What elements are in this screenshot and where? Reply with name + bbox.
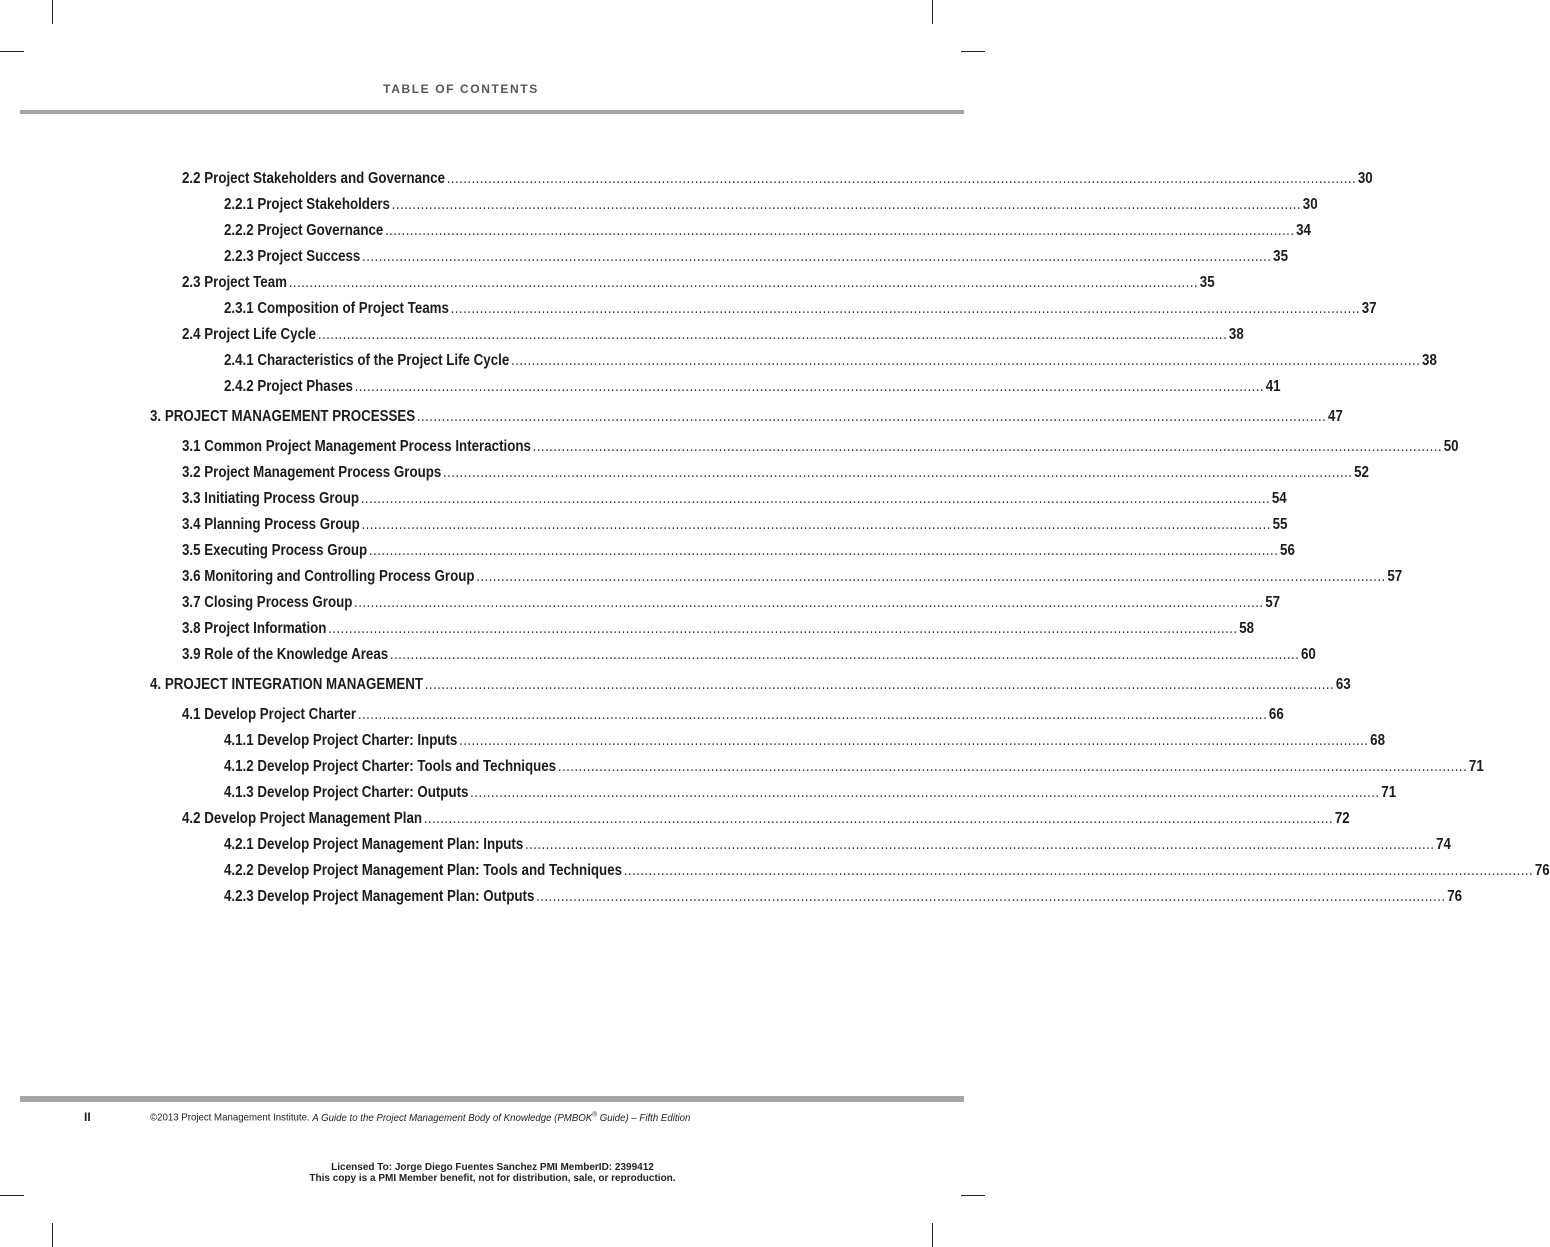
toc-entry-title: 2.4.2 Project Phases [224,378,353,395]
dot-leader: ............................................................................................................................................................................................................................ [389,646,1300,663]
toc-entry[interactable] [224,756,1484,778]
toc-entry-title: 3.6 Monitoring and Controlling Process Group [182,568,475,585]
dot-leader: ............................................................................................................................................................................................................................ [532,438,1443,455]
dot-leader: ............................................................................................................................................................................................................................ [459,732,1369,749]
toc-entry-page: 58 [1239,620,1255,637]
toc-entry-title: 3.2 Project Management Process Groups [182,464,442,481]
toc-entry-title: 2.2.3 Project Success [224,248,361,265]
dot-leader: ............................................................................................................................................................................................................................ [362,248,1272,265]
toc-entry-page: 38 [1422,352,1437,369]
dot-leader: ............................................................................................................................................................................................................................ [354,378,1265,395]
dot-leader: ............................................................................................................................................................................................................................ [317,326,1228,343]
dot-leader: ............................................................................................................................................................................................................................ [416,408,1327,425]
dot-leader: ............................................................................................................................................................................................................................ [288,274,1199,291]
toc-entry-title: 3.5 Executing Process Group [182,542,368,559]
toc-entry-title: 4. PROJECT INTEGRATION MANAGEMENT [150,676,424,693]
toc-entry-title: 4.1.1 Develop Project Charter: Inputs [224,732,458,749]
dot-leader: ............................................................................................................................................................................................................................ [385,222,1295,239]
toc-entry-title: 4.2.3 Develop Project Management Plan: Outputs [224,888,535,905]
toc-entry[interactable] [224,246,1289,268]
toc-entry-page: 71 [1468,758,1484,775]
toc-entry[interactable] [150,674,1351,696]
toc-entry-page: 76 [1447,888,1463,905]
dot-leader: ............................................................................................................................................................................................................................ [391,196,1302,213]
toc-entry-title: 2.3 Project Team [182,274,287,291]
toc-entry-title: 3.1 Common Project Management Process Interactions [182,438,531,455]
toc-entry-page: 34 [1296,222,1311,239]
toc-entry-page: 57 [1387,568,1403,585]
toc-entry-title: 4.1 Develop Project Charter [182,706,357,723]
crop-mark [961,51,985,52]
toc-entry-title: 3.4 Planning Process Group [182,516,360,533]
toc-entry[interactable] [224,350,1437,372]
dot-leader: ............................................................................................................................................................................................................................ [476,568,1386,585]
toc-entry-page: 54 [1271,490,1287,507]
toc-entry-page: 52 [1354,464,1369,481]
toc-entry[interactable] [224,834,1451,856]
toc-entry-page: 63 [1335,676,1351,693]
dot-leader: ............................................................................................................................................................................................................................ [450,300,1361,317]
toc-entry[interactable] [182,272,1215,294]
dot-leader: ............................................................................................................................................................................................................................ [423,810,1334,827]
license-line: Licensed To: Jorge Diego Fuentes Sanchez PMI MemberID: 2399412 [331,1162,654,1173]
toc-entry-title: 4.1.3 Develop Project Charter: Outputs [224,784,469,801]
toc-entry-page: 47 [1327,408,1343,425]
dot-leader: ............................................................................................................................................................................................................................ [354,594,1264,611]
toc-entry[interactable] [224,782,1397,804]
toc-entry[interactable] [182,168,1373,190]
toc-entry[interactable] [224,886,1463,908]
toc-entry[interactable] [224,730,1385,752]
crop-mark [932,1223,933,1247]
toc-entry-page: 30 [1302,196,1318,213]
toc-entry[interactable] [182,324,1244,346]
running-header: TABLE OF CONTENTS [383,82,539,96]
crop-mark [52,1223,53,1247]
toc-entry-page: 60 [1300,646,1316,663]
toc-entry-title: 2.4 Project Life Cycle [182,326,317,343]
toc-entry-page: 55 [1272,516,1288,533]
dot-leader: ............................................................................................................................................................................................................................ [557,758,1468,775]
page-number: II [84,1110,91,1124]
toc-entry-page: 74 [1436,836,1451,853]
toc-entry-title: 2.4.1 Characteristics of the Project Life Cycle [224,352,510,369]
toc-entry-title: 3.3 Initiating Process Group [182,490,360,507]
toc-entry[interactable] [182,592,1281,614]
dot-leader: ............................................................................................................................................................................................................................ [360,490,1271,507]
toc-entry-page: 41 [1265,378,1281,395]
crop-mark [961,1195,985,1196]
book-title-suffix: Guide) – Fifth Edition [597,1111,691,1124]
footer-copyright [150,1111,690,1124]
crop-mark [0,1195,24,1196]
toc-entry-page: 72 [1334,810,1350,827]
toc-entry-page: 66 [1268,706,1284,723]
toc-entry-title: 4.2 Develop Project Management Plan [182,810,423,827]
toc-entry-title: 3.8 Project Information [182,620,327,637]
dot-leader: ............................................................................................................................................................................................................................ [510,352,1421,369]
toc-entry-title: 3.9 Role of the Knowledge Areas [182,646,389,663]
toc-entry-page: 68 [1370,732,1385,749]
crop-mark [932,0,933,24]
dot-leader: ............................................................................................................................................................................................................................ [536,888,1446,905]
toc-entry[interactable] [182,488,1287,510]
copyright-text: ©2013 Project Management Institute. [150,1111,313,1124]
toc-entry-page: 57 [1265,594,1281,611]
toc-entry-page: 37 [1361,300,1377,317]
dot-leader: ............................................................................................................................................................................................................................ [328,620,1238,637]
dot-leader: ............................................................................................................................................................................................................................ [424,676,1335,693]
toc-entry-page: 76 [1534,862,1550,879]
toc-entry-title: 4.2.1 Develop Project Management Plan: Inputs [224,836,524,853]
toc-entry[interactable] [182,566,1403,588]
toc-entry-page: 56 [1280,542,1295,559]
toc-entry[interactable] [182,808,1350,830]
toc-entry-page: 50 [1443,438,1459,455]
toc-entry[interactable] [182,644,1316,666]
toc-entry[interactable] [182,618,1255,640]
license-notice [0,1162,985,1184]
dot-leader: ............................................................................................................................................................................................................................ [357,706,1268,723]
toc-entry-title: 4.2.2 Develop Project Management Plan: Tools and Techniques [224,862,623,879]
dot-leader: ............................................................................................................................................................................................................................ [443,464,1353,481]
toc-entry-title: 2.2 Project Stakeholders and Governance [182,170,446,187]
toc-entry[interactable] [150,406,1343,428]
toc-entry[interactable] [224,220,1311,242]
toc-entry-page: 30 [1357,170,1373,187]
toc-entry-title: 4.1.2 Develop Project Charter: Tools and Techniques [224,758,557,775]
dot-leader: ............................................................................................................................................................................................................................ [446,170,1357,187]
license-line: This copy is a PMI Member benefit, not for distribution, sale, or reproduction. [309,1173,676,1184]
book-title-text: A Guide to the Project Management Body of Knowledge (PMBOK [312,1111,593,1124]
dot-leader: ............................................................................................................................................................................................................................ [470,784,1380,801]
crop-mark [52,0,53,24]
toc-entry[interactable] [182,704,1284,726]
toc-entry[interactable] [182,540,1295,562]
toc-entry[interactable] [224,376,1281,398]
toc-entry-title: 2.2.2 Project Governance [224,222,384,239]
footer-rule [20,1096,964,1102]
toc-entry-title: 2.3.1 Composition of Project Teams [224,300,449,317]
crop-mark [0,51,24,52]
dot-leader: ............................................................................................................................................................................................................................ [524,836,1435,853]
toc-entry-page: 35 [1199,274,1215,291]
dot-leader: ............................................................................................................................................................................................................................ [361,516,1271,533]
toc-entry[interactable] [182,462,1369,484]
registered-mark: ® [592,1111,598,1118]
toc-entry-page: 38 [1228,326,1244,343]
dot-leader: ............................................................................................................................................................................................................................ [368,542,1279,559]
toc-entry-title: 3.7 Closing Process Group [182,594,353,611]
toc-entry-page: 35 [1273,248,1289,265]
toc-entry[interactable] [182,514,1288,536]
book-title [312,1112,690,1124]
toc-entry[interactable] [224,194,1318,216]
header-rule [20,110,964,114]
toc-entry-page: 71 [1381,784,1397,801]
toc-entry-title: 2.2.1 Project Stakeholders [224,196,390,213]
dot-leader: ............................................................................................................................................................................................................................ [623,862,1534,879]
toc-entry[interactable] [224,298,1377,320]
toc-entry[interactable] [182,436,1459,458]
toc-entry-title: 3. PROJECT MANAGEMENT PROCESSES [150,408,416,425]
toc-entry[interactable] [224,860,1550,882]
